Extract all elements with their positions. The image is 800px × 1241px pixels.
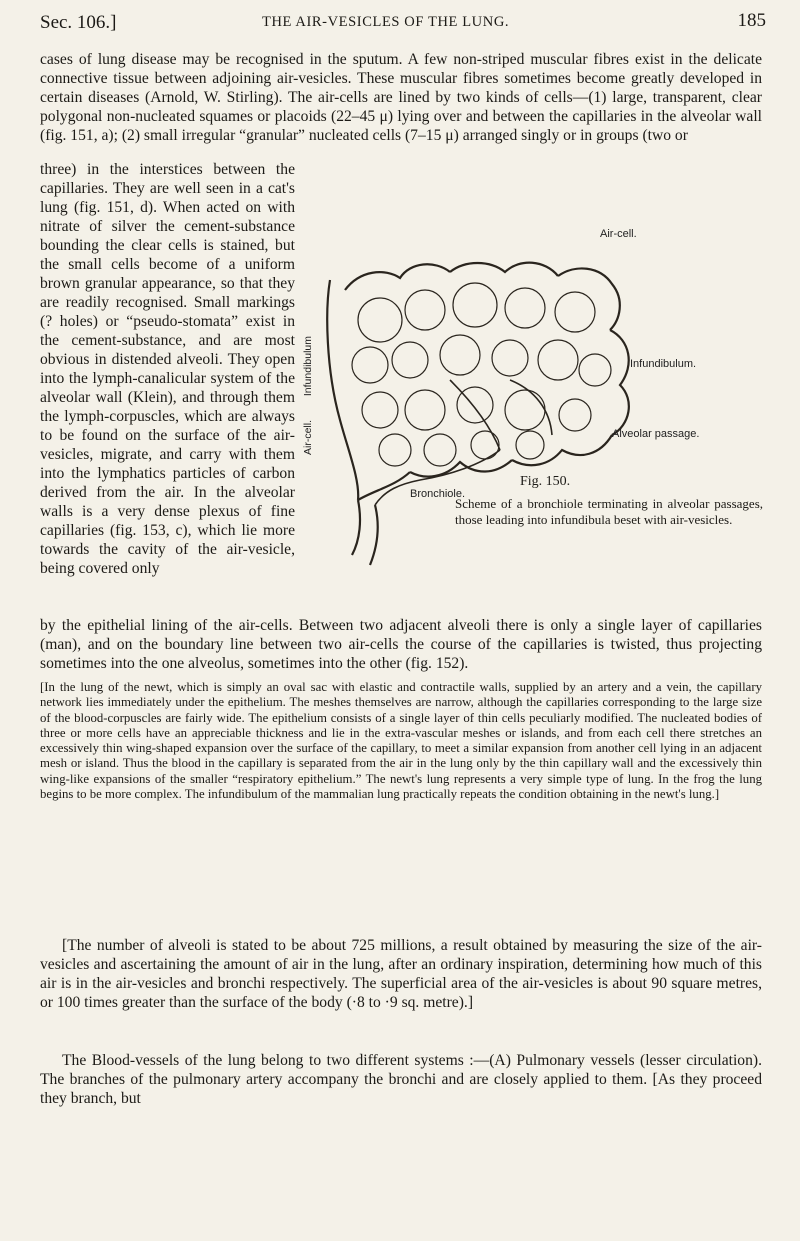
label-air-cell-top: Air-cell. — [600, 228, 637, 240]
paragraph-blood-vessels: The Blood-vessels of the lung belong to two different systems :—(A) Pulmonary vessels (lesser circulation). The branches of the pulmonary artery accompany the bronchi and are closely applied to them. [As they proceed they branch, but — [40, 1052, 762, 1107]
paragraph-top: cases of lung disease may be recognised in the sputum. A few non-striped muscular fibres exist in the delicate connective tissue between adjoining air-vesicles. These muscular fibres sometimes become greatly developed in certain diseases (Arnold, W. Stirling). The air-cells are lined by two kinds of cells—(1) large, transparent, clear polygonal non-nucleated squames or placoids (22–45 μ) lying over and between the capillaries in the alveolar wall (fig. 151, a); (2) small irregular “granular” nucleated cells (7–15 μ) arranged singly or in groups (two or — [40, 51, 762, 144]
paragraph-continue: by the epithelial lining of the air-cells. Between two adjacent alveoli there is only a single layer of capillaries (man), and on the boundary line between two air-cells the course of the capillaries is twisted, thus projecting sometimes into the one alveolus, sometimes into the other (fig. 152). — [40, 617, 762, 672]
label-alveolar-passage: Alveolar passage. — [612, 428, 700, 440]
label-infundibulum-right: Infundibulum. — [630, 358, 697, 370]
page-number: 185 — [737, 10, 766, 31]
running-title: THE AIR-VESICLES OF THE LUNG. — [262, 14, 510, 30]
figure-150 — [300, 228, 740, 580]
paragraph-alveoli: [The number of alveoli is stated to be about 725 millions, a result obtained by measuring the size of the air-vesicles and ascertaining the amount of air in the lung, after an ordinary inspiration, determining how much of this air is in the air-vesicles and bronchi respectively. The superficial area of the air-vesicles is about 90 square metres, or 100 times greater than the surface of the body (·8 to ·9 sq. metre).] — [40, 937, 762, 1011]
small-print-newt: [In the lung of the newt, which is simply an oval sac with elastic and contractile walls, supplied by an artery and a vein, the capillary network lies immediately under the epithelium. The meshes themselves are narrow, although the capillaries corresponding to the large size of the blood-corpuscles are fairly wide. The epithelium consists of a single layer of thin cells peculiarly modified. The nucleated bodies of three or more cells have an appreciable thickness and lie in the extra-vascular meshes or islands, and from each cell there stretches an excessively thin wing-shaped expansion over the surface of the capillary, to meet a similar expansion from another cell lying in an adjacent mesh or island. Thus the blood in the capillary is separated from the air in the lung only by the thin capillary wall and the excessively thin wing-like expansions of the smaller “respiratory epithelium.” The newt's lung represents a very simple type of lung. In the frog the lung begins to be more complex. The infundibulum of the mammalian lung practically repeats the condition obtaining in the newt's lung.] — [40, 680, 762, 802]
label-bronchiole: Bronchiole. — [410, 488, 466, 500]
bronchiole-scheme-illustration — [300, 250, 740, 580]
label-air-cell-left: Air-cell. — [302, 420, 314, 456]
paragraph-column: three) in the interstices between the capillaries. They are well seen in a cat's lung (fig. 151, d). When acted on with nitrate of silver the cement-substance bounding the clear cells is stained, but the small cells become of a uniform brown granular appearance, so that they are readily recognised. Small markings (? holes) or “pseudo-stomata” exist in the cement-substance, and are most obvious in distended alveoli. They open into the lymph-canalicular system of the alveolar wall (Klein), and through them the lymph-corpuscles, which are always to be found on the surface of the air-vesicles, migrate, and carry with them into the lymphatics particles of carbon derived from the air. In the alveolar walls is a very dense plexus of fine capillaries (fig. 153, c), which lie more towards the cavity of the air-vesicle, being covered only — [40, 161, 295, 577]
section-label: Sec. 106.] — [40, 12, 117, 33]
page-header — [30, 8, 776, 38]
figure-title: Fig. 150. — [520, 474, 571, 489]
label-infundibulum-left: Infundibulum — [302, 336, 314, 397]
figure-caption: Scheme of a bronchiole terminating in alveolar passages, those leading into infundibula beset with air-vesicles. — [455, 496, 763, 527]
